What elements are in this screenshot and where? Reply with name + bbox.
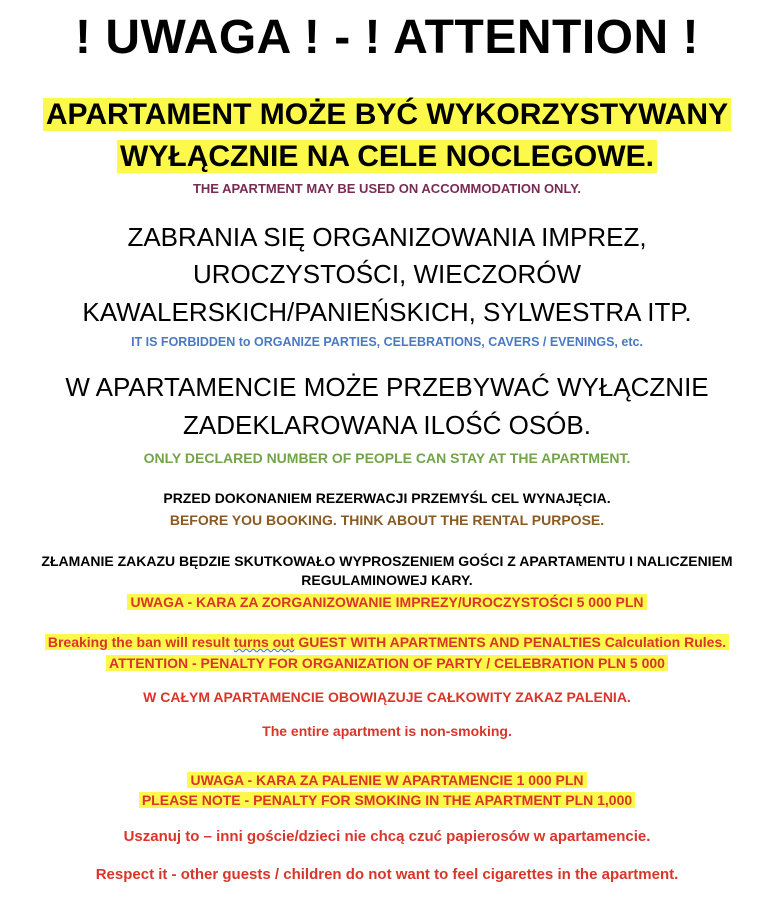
smoking-ban-en: The entire apartment is non-smoking. [262, 723, 512, 739]
violation-en-part1: Breaking the ban will result [47, 634, 234, 650]
highlight: UWAGA - KARA ZA PALENIE W APARTAMENCIE 1 000 PLN [187, 772, 586, 788]
highlight: APARTAMENT MOŻE BYĆ WYKORZYSTYWANY [43, 98, 731, 131]
highlight: ATTENTION - PENALTY FOR ORGANIZATION OF PARTY / CELEBRATION PLN 5 000 [106, 655, 668, 671]
party-ban-line3: KAWALERSKICH/PANIEŃSKICH, SYLWESTRA ITP. [82, 297, 692, 327]
occupancy-line1: W APARTAMENCIE MOŻE PRZEBYWAĆ WYŁĄCZNIE [65, 372, 709, 402]
respect-note-en: Respect it - other guests / children do not want to feel cigarettes in the apartment. [95, 866, 679, 883]
highlight: PLEASE NOTE - PENALTY FOR SMOKING IN THE APARTMENT PLN 1,000 [139, 792, 635, 808]
booking-purpose-en: BEFORE YOU BOOKING. THINK ABOUT THE RENTAL PURPOSE. [169, 512, 605, 528]
accommodation-translation: THE APARTMENT MAY BE USED ON ACCOMMODATION ONLY. [192, 181, 582, 196]
smoking-penalty-pl [0, 772, 774, 788]
violation-en [0, 634, 774, 650]
violation-en-part2: turns out [233, 634, 295, 650]
occupancy-translation: ONLY DECLARED NUMBER OF PEOPLE CAN STAY AT THE APARTMENT. [143, 450, 631, 466]
party-ban-line1: ZABRANIA SIĘ ORGANIZOWANIA IMPREZ, [127, 222, 647, 252]
highlight [45, 634, 729, 650]
accommodation-heading-line2 [0, 140, 774, 174]
party-ban-translation: IT IS FORBIDDEN to ORGANIZE PARTIES, CELEBRATIONS, CAVERS / EVENINGS, etc. [131, 335, 643, 349]
accommodation-heading-line1 [0, 98, 774, 132]
violation-en-part3: GUEST WITH APARTMENTS AND PENALTIES Calculation Rules. [294, 634, 727, 650]
occupancy-line2: ZADEKLAROWANA ILOŚĆ OSÓB. [183, 410, 591, 440]
page-title: ! UWAGA ! - ! ATTENTION ! [75, 11, 699, 64]
party-penalty-pl [0, 594, 774, 610]
highlight: UWAGA - KARA ZA ZORGANIZOWANIE IMPREZY/UROCZYSTOŚCI 5 000 PLN [127, 594, 646, 610]
smoking-ban-pl: W CAŁYM APARTAMENCIE OBOWIĄZUJE CAŁKOWITY ZAKAZ PALENIA. [143, 689, 631, 705]
violation-pl-line1: ZŁAMANIE ZAKAZU BĘDZIE SKUTKOWAŁO WYPROSZENIEM GOŚCI Z APARTAMENTU I NALICZENIEM [41, 553, 733, 569]
smoking-penalty-en [0, 792, 774, 808]
violation-pl-line2: REGULAMINOWEJ KARY. [301, 572, 473, 588]
respect-note-pl: Uszanuj to – inni goście/dzieci nie chcą czuć papierosów w apartamencie. [123, 828, 651, 845]
booking-purpose-pl: PRZED DOKONANIEM REZERWACJI PRZEMYŚL CEL WYNAJĘCIA. [163, 490, 611, 506]
party-ban-line2: UROCZYSTOŚCI, WIECZORÓW [192, 259, 582, 289]
highlight: WYŁĄCZNIE NA CELE NOCLEGOWE. [117, 140, 657, 173]
party-penalty-en [0, 655, 774, 671]
